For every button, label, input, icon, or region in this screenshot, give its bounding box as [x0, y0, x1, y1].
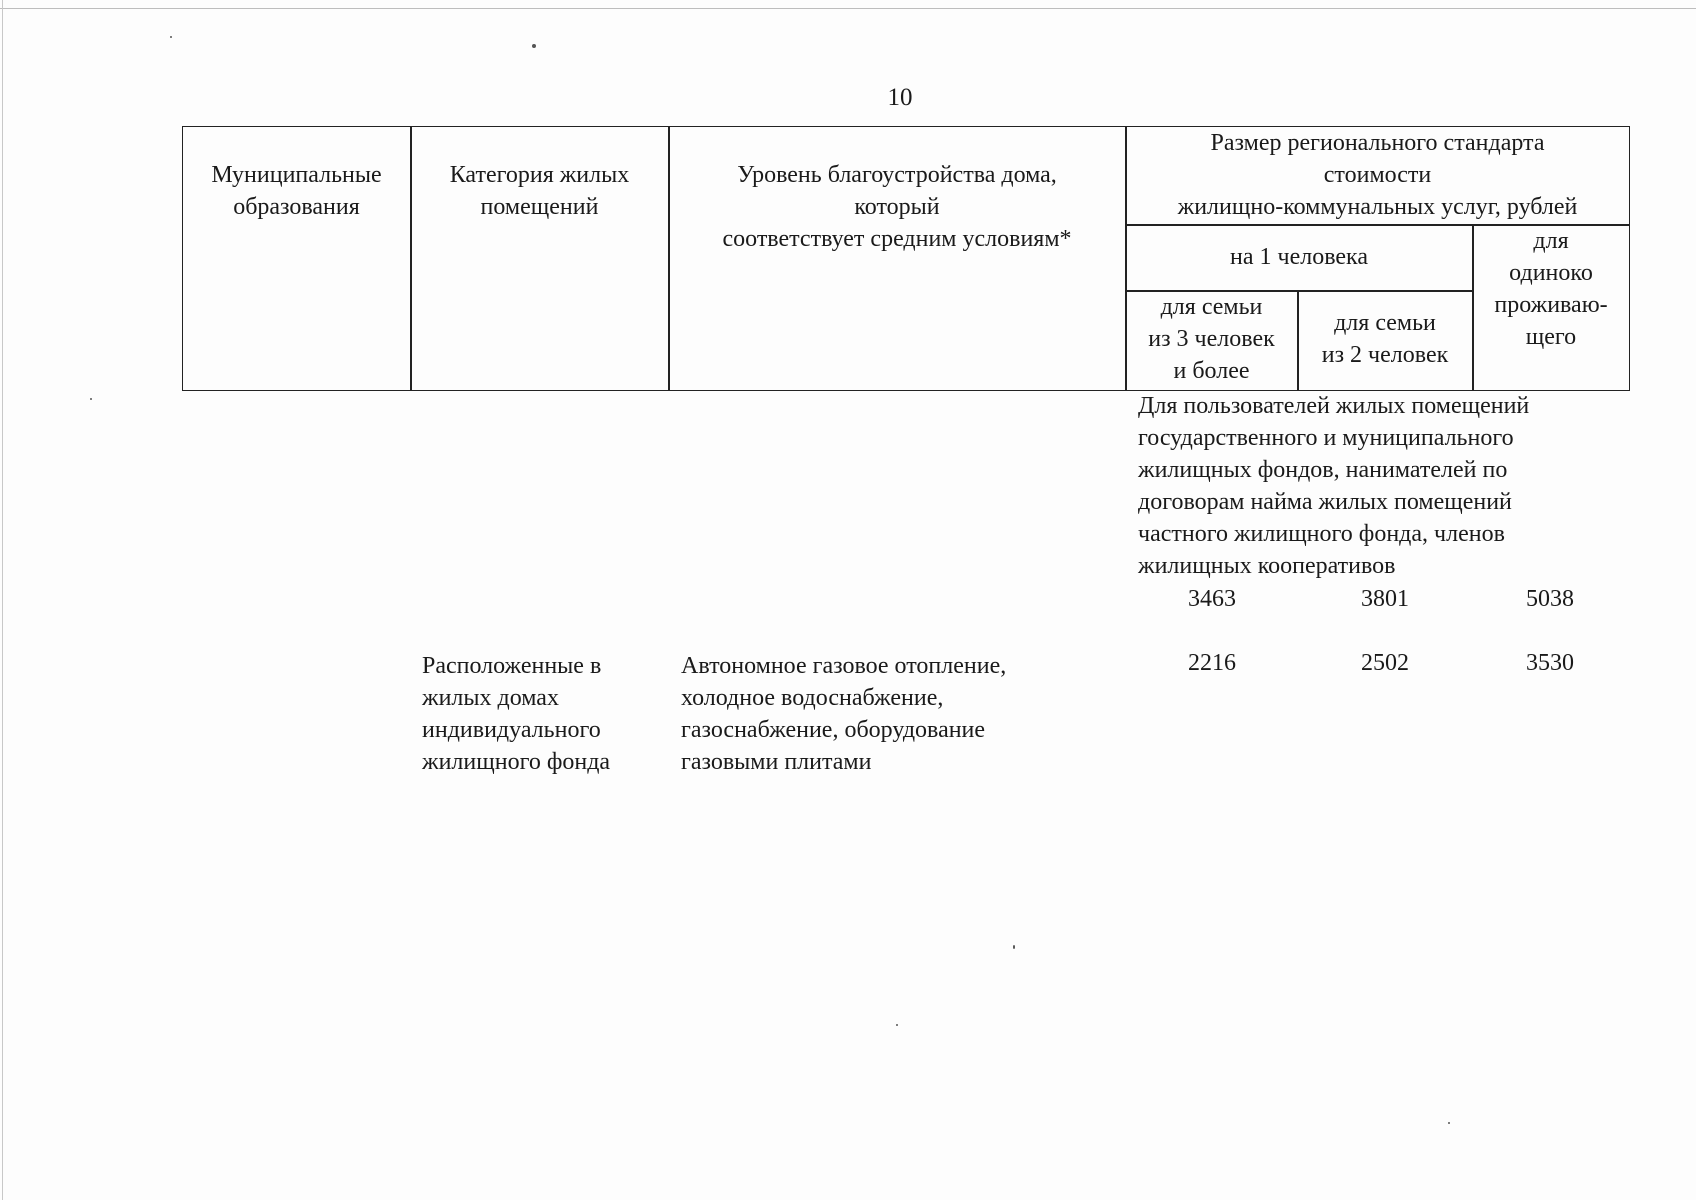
header-single: для одиноко проживаю- щего — [1494, 228, 1608, 350]
scan-speck — [896, 1024, 898, 1026]
scan-speck — [1448, 1122, 1450, 1124]
header-municipal: Муниципальные образования — [211, 162, 382, 220]
scan-speck — [170, 36, 172, 38]
value-family2: 3801 — [1361, 586, 1409, 612]
header-size: Размер регионального стандарта стоимости жилищно-коммунальных услуг, рублей — [1177, 130, 1578, 220]
header-family3: для семьи из 3 человек и более — [1148, 294, 1275, 384]
row-level: Автономное газовое отопление, холодное водоснабжение, газоснабжение, оборудование газовыми плитами — [681, 653, 1007, 775]
scan-speck — [1013, 945, 1015, 949]
header-level: Уровень благоустройства дома, который соответствует средним условиям* — [722, 162, 1072, 252]
page-number: 10 — [887, 84, 913, 111]
section-note: Для пользователей жилых помещений государственного и муниципального жилищных фондов, нанимателей по договорам найма жилых помещений частного жилищного фонда, членов жилищных кооперативов — [1138, 393, 1530, 579]
header-table — [182, 126, 1630, 391]
header-per-person: на 1 человека — [1230, 244, 1368, 270]
value-single: 3530 — [1526, 650, 1574, 676]
scan-speck — [90, 398, 92, 400]
scan-edge-top — [0, 8, 1696, 9]
value-family3: 3463 — [1188, 586, 1236, 612]
scan-speck — [532, 44, 536, 48]
row-category: Расположенные в жилых домах индивидуального жилищного фонда — [422, 653, 611, 775]
scan-edge-left — [2, 0, 3, 1200]
header-category: Категория жилых помещений — [449, 162, 630, 220]
header-family2: для семьи из 2 человек — [1321, 310, 1449, 368]
value-single: 5038 — [1526, 586, 1574, 612]
value-family3: 2216 — [1188, 650, 1236, 676]
value-family2: 2502 — [1361, 650, 1409, 676]
